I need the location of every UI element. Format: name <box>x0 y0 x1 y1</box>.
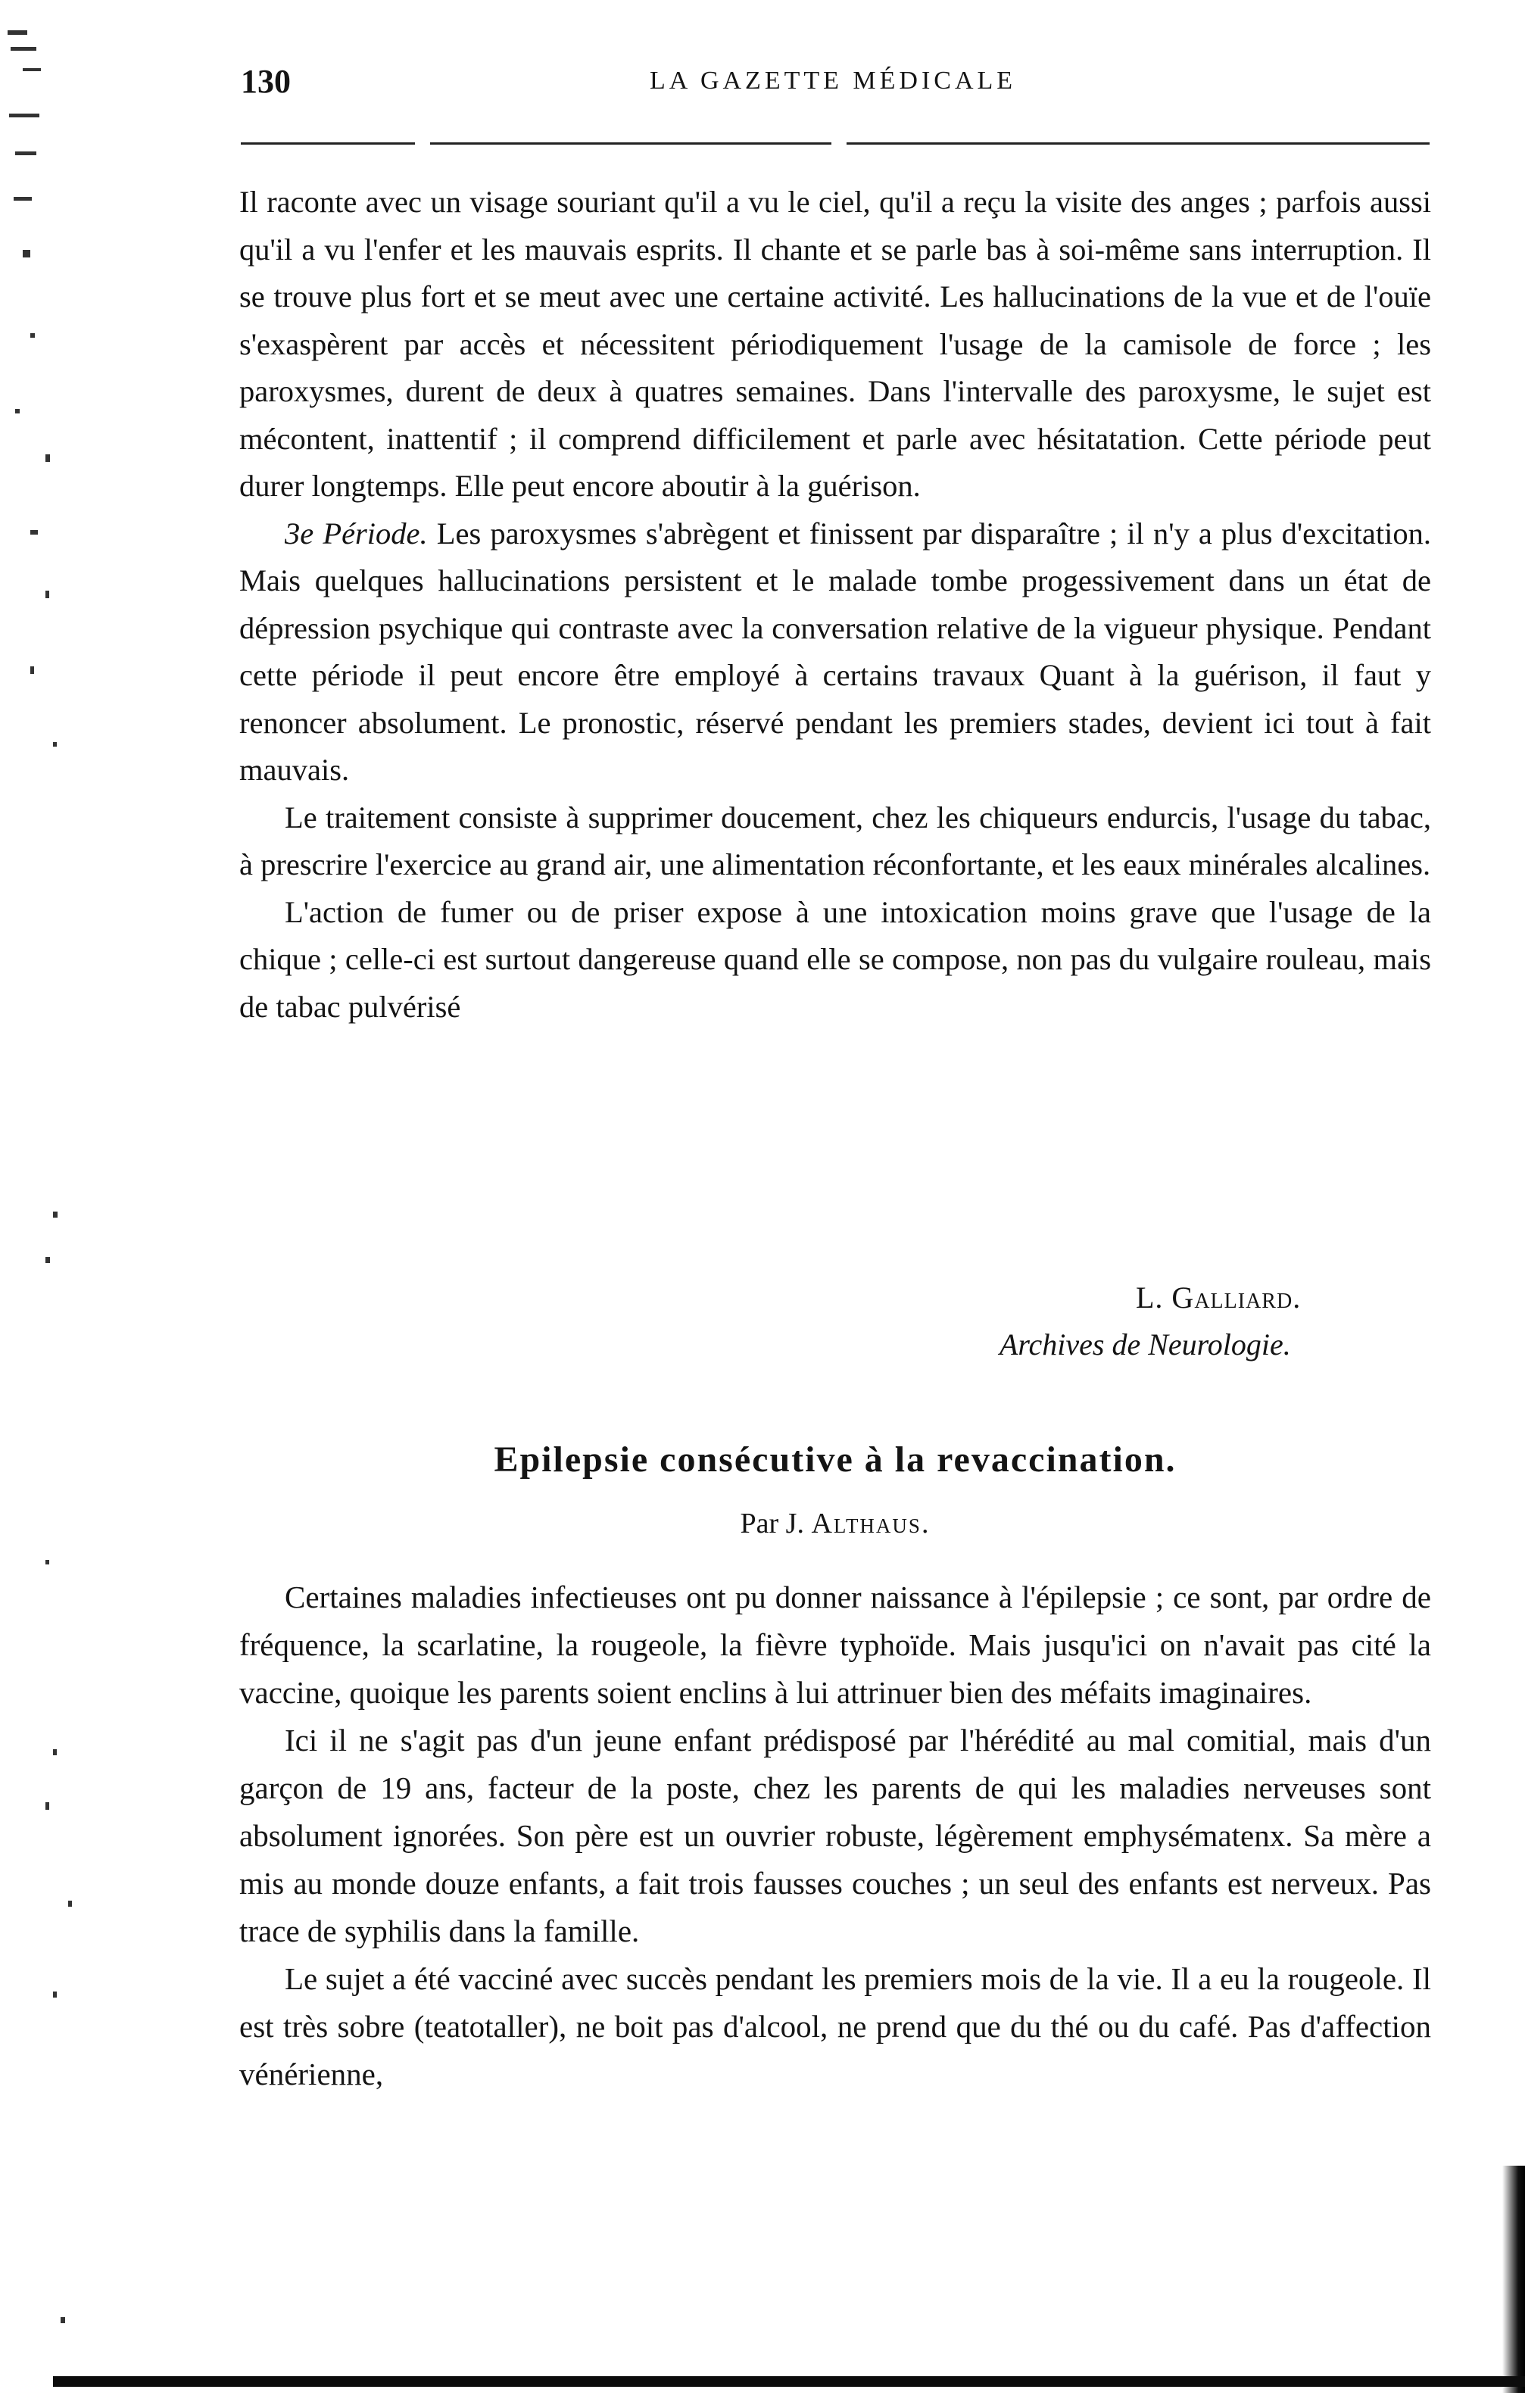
bottom-edge-shadow <box>53 2376 1525 2387</box>
paragraph: Le traitement consiste à supprimer doucement, chez les chiqueurs endurcis, l'usage du tabac, à prescrire l'exercice au grand air, une alimentation réconfortante, et les eaux minérales alcalines. <box>239 800 1431 881</box>
page-number: 130 <box>241 63 291 100</box>
period-text: Les paroxysmes s'abrègent et finissent par disparaître ; il n'y a plus d'excitation. Mais quelques hallucinations persistent et le malade tombe progessivement dans un état de dépression psychique qui contraste avec la conversation relative de la vigueur physique. Pendant cette période il peut encore être employé à certains travaux Quant à la guérison, il faut y renoncer absolument. Le pronostic, réservé pendant les premiers stades, devient ici tout à fait mauvais. <box>239 516 1431 787</box>
author-signature: L. Galliard. <box>1136 1280 1302 1315</box>
period-label: 3e Période. <box>285 516 428 551</box>
paragraph <box>239 510 1431 794</box>
paragraph: Il raconte avec un visage souriant qu'il a vu le ciel, qu'il a reçu la visite des anges ; parfois aussi qu'il a vu l'enfer et les mauvais esprits. Il chante et se parle bas à soi-même sans interruption. Il se trouve plus fort et se meut avec une certaine activité. Les hallucinations de la vue et de l'ouïe s'exaspèrent par accès et nécessitent périodiquement l'usage de la camisole de force ; les paroxysmes, durent de deux à quatres semaines. Dans l'intervalle des paroxysme, le sujet est mécontent, inattentif ; il comprend difficilement et parle avec hésitatation. Cette période peut durer longtemps. Elle peut encore aboutir à la guérison. <box>239 185 1431 503</box>
paragraph: L'action de fumer ou de priser expose à une intoxication moins grave que l'usage de la chique ; celle-ci est surtout dangereuse quand elle se compose, non pas du vulgaire rouleau, mais de tabac pulvérisé <box>239 894 1431 1024</box>
article-body <box>239 1574 1431 2098</box>
paragraph: Le sujet a été vacciné avec succès pendant les premiers mois de la vie. Il a eu la rougeole. Il est très sobre (teatotaller), ne boit pas d'alcool, ne prend que du thé ou du café. Pas d'affection vénérienne, <box>239 1961 1431 2091</box>
source-citation: Archives de Neurologie. <box>1000 1327 1291 1362</box>
header-rule <box>241 142 1430 145</box>
paragraph: Ici il ne s'agit pas d'un jeune enfant prédisposé par l'hérédité au mal comitial, mais d'un garçon de 19 ans, facteur de la poste, chez les parents de qui les maladies nerveuses sont absolument ignorées. Son père est un ouvrier robuste, légèrement emphysématenx. Sa mère a mis au monde douze enfants, a fait trois fausses couches ; un seul des enfants est nerveux. Pas trace de syphilis dans la famille. <box>239 1723 1431 1948</box>
binding-shadow <box>1502 2166 1525 2393</box>
byline-prefix: Par J. <box>740 1508 812 1539</box>
paragraph: Certaines maladies infectieuses ont pu donner naissance à l'épilepsie ; ce sont, par ordre de fréquence, la scarlatine, la rougeole, la fièvre typhoïde. Mais jusqu'ici on n'avait pas cité la vaccine, quoique les parents soient enclins à lui attrinuer bien des méfaits imaginaires. <box>239 1580 1431 1710</box>
running-title: LA GAZETTE MÉDICALE <box>650 67 1017 95</box>
article-title: Epilepsie consécutive à la revaccination. <box>494 1439 1177 1480</box>
article-continuation <box>239 179 1431 1031</box>
scan-edge-noise <box>0 0 68 2408</box>
byline <box>239 1507 1431 1540</box>
page-header <box>241 62 1430 115</box>
byline-author: Althaus. <box>811 1508 931 1539</box>
